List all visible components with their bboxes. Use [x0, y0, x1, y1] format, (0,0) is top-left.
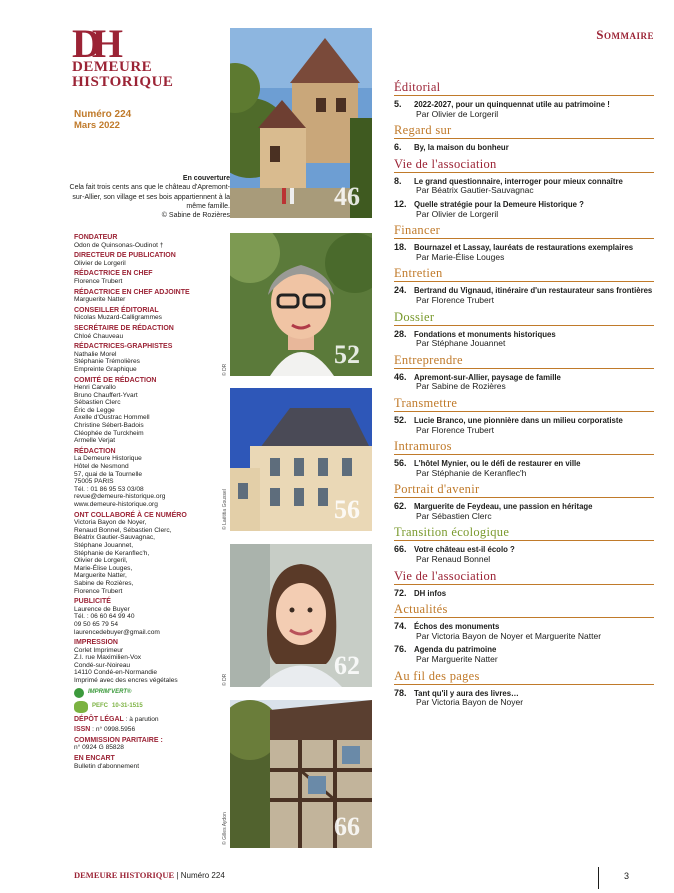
photo-page-62: 62 [334, 651, 360, 680]
toc-entry-title: Votre château est-il écolo ? [414, 545, 515, 555]
toc-entry-author: Par Stéphane Jouannet [416, 338, 506, 349]
toc-entry-author: Par Florence Trubert [416, 294, 494, 305]
toc-entry-body [414, 177, 654, 196]
toc-entry-title: Bournazel et Lassay, lauréats de restaurations exemplaires [414, 243, 634, 253]
toc-page-number: 76. [394, 644, 407, 655]
toc-section [394, 669, 654, 708]
toc-entry-author: Par Sabine de Rozières [416, 381, 506, 392]
toc-entry-body [414, 689, 654, 708]
toc-entry [394, 243, 654, 262]
masthead [74, 234, 224, 773]
imprim-vert-icon [74, 688, 84, 698]
masthead-line: Stéphanie de Keranflec'h, [74, 549, 150, 557]
toc-entry-body [414, 545, 654, 564]
toc-page-number: 18. [394, 242, 407, 253]
masthead-title-row [74, 726, 224, 734]
toc-entry-author: Par Renaud Bonnel [416, 554, 491, 565]
masthead-line: 14110 Condé-en-Normandie [74, 669, 158, 677]
toc-entry-author: Par Florence Trubert [416, 424, 494, 435]
photo-portrait-1 [230, 233, 372, 376]
masthead-section [74, 737, 224, 752]
toc-entry-title: L'hôtel Mynier, ou le défi de restaurer en ville [414, 459, 581, 469]
footer-issue: | Numéro 224 [174, 871, 225, 880]
masthead-line: Florence Trubert [74, 277, 123, 285]
masthead-title: EN ENCART [74, 755, 115, 763]
toc-entry-body [414, 286, 654, 305]
masthead-line: Tél. : 06 60 64 99 40 [74, 613, 135, 621]
masthead-line: Armelle Verjat [74, 437, 116, 445]
masthead-line: Marie-Élise Louges, [74, 564, 133, 572]
toc-entry [394, 330, 654, 349]
toc-entry [394, 200, 654, 219]
toc-entry-title: Lucie Branco, une pionnière dans un milieu corporatiste [414, 415, 623, 425]
masthead-title-row [74, 755, 224, 763]
toc-entry-title: 2022-2027, pour un quinquennat utile au patrimoine ! [414, 100, 610, 109]
photo-chateau [230, 28, 372, 218]
masthead-section [74, 598, 224, 636]
toc-entry [394, 545, 654, 564]
toc-section-heading: Vie de l'association [394, 157, 654, 173]
masthead-line: Christine Sébert-Badois [74, 422, 144, 430]
masthead-line: Nicolas Muzard-Calligrammes [74, 314, 162, 322]
toc-page-number: 28. [394, 328, 407, 339]
toc-entry-title: DH infos [414, 588, 447, 598]
toc-section [394, 439, 654, 478]
toc-section-heading: Dossier [394, 310, 654, 326]
toc-section [394, 80, 654, 119]
masthead-section [74, 325, 224, 340]
masthead-section [74, 377, 224, 445]
masthead-line: Corlet Imprimeur [74, 646, 124, 654]
toc-entry-author: Par Olivier de Lorgeril [416, 208, 499, 219]
masthead-line: Renaud Bonnel, Sébastien Clerc, [74, 526, 172, 534]
masthead-line: Marguerite Natter [74, 296, 126, 304]
toc-section [394, 223, 654, 262]
issue-date: Mars 2022 [74, 120, 120, 131]
masthead-line: Bruno Chauffert-Yvart [74, 391, 138, 399]
masthead-title: SECRÉTAIRE DE RÉDACTION [74, 324, 174, 332]
toc-entry [394, 143, 654, 153]
toc-page-number: 12. [394, 198, 407, 209]
toc-entry [394, 100, 654, 119]
toc-entry-title: Échos des monuments [414, 622, 500, 632]
toc-entry-body [414, 502, 654, 521]
masthead-line: 57, quai de la Tournelle [74, 470, 143, 478]
masthead-line: laurencedebuyer@gmail.com [74, 628, 160, 636]
toc-page-number: 8. [394, 175, 402, 186]
toc-section-heading: Transmettre [394, 396, 654, 412]
toc-entry-body [414, 143, 654, 153]
masthead-line: Victoria Bayon de Noyer, [74, 519, 147, 527]
toc-entry-body [414, 645, 654, 664]
toc-entry [394, 589, 654, 599]
toc-section [394, 569, 654, 599]
toc-entry-author: Par Marie-Élise Louges [416, 251, 505, 262]
photo-credit-52: © DR [222, 363, 228, 376]
toc-page-number: 74. [394, 621, 407, 632]
toc-section-heading: Entretien [394, 266, 654, 282]
logo-monogram: DH [72, 21, 114, 66]
photo-page-52: 52 [334, 340, 360, 369]
masthead-title: FONDATEUR [74, 234, 118, 241]
photo-page-56: 56 [334, 495, 360, 524]
toc-page-number: 5. [394, 99, 402, 109]
masthead-section [74, 343, 224, 373]
toc-entry-body [414, 416, 654, 435]
masthead-line: www.demeure-historique.org [74, 501, 158, 508]
masthead-line: Cléophée de Turckheim [74, 429, 144, 437]
toc-entry [394, 373, 654, 392]
toc-section-heading: Intramuros [394, 439, 654, 455]
masthead-title: IMPRESSION [74, 639, 118, 647]
toc-entry-body [414, 589, 654, 599]
toc-entry-author: Par Marguerite Natter [416, 654, 498, 665]
masthead-title: PUBLICITÉ [74, 598, 111, 606]
toc-entry-body [414, 622, 654, 641]
toc-section [394, 482, 654, 521]
masthead-line: Nathalie Morel [74, 350, 117, 358]
toc-entry [394, 459, 654, 478]
toc-section [394, 157, 654, 219]
masthead-title: COMITÉ DE RÉDACTION [74, 376, 157, 384]
masthead-title: COMMISSION PARITAIRE : [74, 736, 163, 744]
toc-section [394, 123, 654, 153]
masthead-section [74, 716, 224, 724]
pefc-label: PEFC [92, 702, 109, 709]
masthead-title: RÉDACTRICE EN CHEF [74, 270, 153, 278]
table-of-contents [394, 80, 654, 712]
masthead-line: Éric de Legge [74, 406, 115, 414]
toc-entry-title: Tant qu'il y aura des livres… [414, 688, 519, 698]
toc-entry-body [414, 243, 654, 262]
masthead-line: Imprimé avec des encres végétales [74, 677, 178, 685]
toc-section [394, 396, 654, 435]
toc-section-heading: Vie de l'association [394, 569, 654, 585]
toc-entry-body [414, 330, 654, 349]
masthead-section [74, 289, 224, 304]
toc-entry-title: Le grand questionnaire, interroger pour mieux connaître [414, 176, 623, 186]
imprim-vert-label: IMPRIM'VERT® [88, 688, 132, 695]
toc-page-number: 52. [394, 414, 407, 425]
toc-entry-author: Par Béatrix Gautier-Sauvagnac [416, 185, 534, 196]
pefc-code: 10-31-1515 [112, 702, 143, 709]
toc-section [394, 602, 654, 664]
logo-line-1: DEMEURE [72, 59, 153, 75]
toc-entry-body [414, 459, 654, 478]
toc-page-number: 72. [394, 587, 407, 598]
photo-portrait-2 [230, 544, 372, 687]
toc-section [394, 310, 654, 349]
toc-entry-author: Par Sébastien Clerc [416, 510, 492, 521]
masthead-line: Laurence de Buyer [74, 605, 130, 613]
masthead-section [74, 639, 224, 685]
photo-townhouse [230, 388, 372, 531]
masthead-title: ISSN [74, 726, 91, 734]
masthead-line: Empreinte Graphique [74, 365, 137, 373]
toc-entry-body [414, 100, 654, 119]
masthead-line: Olivier de Lorgeril [74, 259, 126, 267]
masthead-section [74, 512, 224, 596]
masthead-line: Bulletin d'abonnement [74, 762, 140, 770]
masthead-line: Z.I. rue Maximilien-Vox [74, 654, 142, 662]
masthead-line: Olivier de Lorgeril, [74, 557, 128, 565]
masthead-title: CONSEILLER ÉDITORIAL [74, 306, 159, 314]
masthead-inline: : à parution [123, 715, 159, 723]
toc-section [394, 525, 654, 564]
masthead-section [74, 234, 224, 249]
masthead-line: Florence Trubert [74, 587, 123, 595]
toc-page-number: 78. [394, 687, 407, 698]
masthead-line: Odon de Quinsonas-Oudinot † [74, 241, 164, 249]
toc-entry-author: Par Victoria Bayon de Noyer [416, 697, 524, 708]
issue-info [74, 109, 131, 131]
masthead-title: DIRECTEUR DE PUBLICATION [74, 252, 176, 260]
toc-entry [394, 645, 654, 664]
masthead-line: Hôtel de Nesmond [74, 463, 129, 471]
masthead-section [74, 270, 224, 285]
toc-entry-title: By, la maison du bonheur [414, 143, 509, 153]
cover-credit: © Sabine de Rozières [161, 212, 230, 220]
toc-entry [394, 177, 654, 196]
masthead-section [74, 726, 224, 734]
cover-caption [60, 174, 230, 220]
photo-page-66: 66 [334, 812, 360, 841]
masthead-line: revue@demeure-historique.org [74, 493, 166, 501]
photo-credit-56: © Laëtitia Goussel [222, 489, 228, 530]
toc-page-number: 46. [394, 371, 407, 382]
toc-section-heading: Transition écologique [394, 525, 654, 541]
toc-page-number: 66. [394, 544, 407, 555]
toc-section-heading: Actualités [394, 602, 654, 618]
masthead-line: n° 0924 G 85828 [74, 744, 124, 752]
toc-entry-author: Par Olivier de Lorgeril [416, 108, 499, 119]
toc-section-heading: Financer [394, 223, 654, 239]
logo-line-2: HISTORIQUE [72, 74, 174, 90]
toc-entry [394, 622, 654, 641]
photo-half-timbered [230, 700, 372, 848]
toc-page-number: 6. [394, 142, 402, 153]
toc-page-number: 62. [394, 501, 407, 512]
cover-heading: En couverture [182, 175, 230, 182]
toc-entry-title: Marguerite de Feydeau, une passion en héritage [414, 502, 593, 512]
masthead-line: Axelle d'Oustrac Hommell [74, 414, 150, 422]
masthead-line: Stéphane Jouannet, [74, 541, 134, 549]
masthead-line: Sébastien Clerc [74, 399, 121, 407]
masthead-line: Tél. : 01 86 95 53 03/08 [74, 485, 144, 493]
masthead-section [74, 307, 224, 322]
masthead-title: RÉDACTRICES-GRAPHISTES [74, 343, 173, 351]
imprim-vert-logo [74, 688, 224, 698]
masthead-section [74, 252, 224, 267]
photo-credit-66: © Gilles Aydon [222, 812, 228, 845]
toc-page-number: 56. [394, 458, 407, 469]
toc-entry-author: Par Stéphanie de Keranflec'h [416, 467, 527, 478]
toc-entry [394, 286, 654, 305]
masthead-line: Condé-sur-Noireau [74, 661, 131, 669]
masthead-line: Stéphanie Trémolières [74, 358, 140, 366]
toc-page-number: 24. [394, 285, 407, 296]
masthead-title-row [74, 716, 224, 724]
toc-entry-title: Agenda du patrimoine [414, 645, 497, 655]
toc-section-heading: Entreprendre [394, 353, 654, 369]
toc-entry [394, 416, 654, 435]
masthead-line: 09 50 65 79 54 [74, 620, 118, 628]
toc-section [394, 353, 654, 392]
toc-section-heading: Regard sur [394, 123, 654, 139]
logo [72, 21, 202, 90]
masthead-title: RÉDACTION [74, 447, 116, 455]
toc-entry [394, 502, 654, 521]
toc-section-heading: Éditorial [394, 80, 654, 96]
masthead-line: Chloé Chauveau [74, 332, 124, 340]
cover-text: Cela fait trois cents ans que le château d'Apremont-sur-Allier, son village et ses bois appartiennent à la même famille. [69, 184, 230, 210]
masthead-section [74, 448, 224, 509]
masthead-line: 75005 PARIS [74, 478, 114, 486]
masthead-line: Sabine de Rozières, [74, 579, 134, 587]
pefc-icon [74, 701, 88, 713]
masthead-line: Henri Carvallo [74, 384, 116, 392]
footer [74, 870, 225, 880]
masthead-line: La Demeure Historique [74, 455, 142, 463]
issue-number: Numéro 224 [74, 109, 132, 120]
pefc-logo [74, 701, 224, 713]
masthead-section [74, 755, 224, 770]
masthead-title: ONT COLLABORÉ À CE NUMÉRO [74, 511, 187, 519]
photo-credit-62: © DR [222, 673, 228, 686]
footer-brand: DEMEURE HISTORIQUE [74, 870, 175, 880]
masthead-title: DÉPÔT LÉGAL [74, 715, 124, 723]
footer-divider [598, 867, 599, 889]
masthead-inline: : n° 0998.5956 [90, 726, 136, 734]
sommaire-title: Sommaire [596, 27, 654, 42]
photo-page-46: 46 [334, 182, 360, 211]
page-number: 3 [624, 871, 630, 881]
toc-entry-body [414, 200, 654, 219]
masthead-line: Marguerite Natter, [74, 572, 127, 580]
toc-entry-title: Apremont-sur-Allier, paysage de famille [414, 372, 561, 382]
masthead-line: Béatrix Gautier-Sauvagnac, [74, 534, 155, 542]
toc-entry-title: Fondations et monuments historiques [414, 329, 556, 339]
masthead-title: RÉDACTRICE EN CHEF ADJOINTE [74, 288, 190, 296]
toc-section [394, 266, 654, 305]
toc-section-heading: Portrait d'avenir [394, 482, 654, 498]
toc-entry [394, 689, 654, 708]
toc-entry-title: Bertrand du Vignaud, itinéraire d'un restaurateur sans frontières [414, 286, 653, 296]
toc-entry-title: Quelle stratégie pour la Demeure Historique ? [414, 199, 584, 209]
toc-section-heading: Au fil des pages [394, 669, 654, 685]
toc-entry-author: Par Victoria Bayon de Noyer et Marguerite Natter [416, 630, 602, 641]
toc-entry-body [414, 373, 654, 392]
